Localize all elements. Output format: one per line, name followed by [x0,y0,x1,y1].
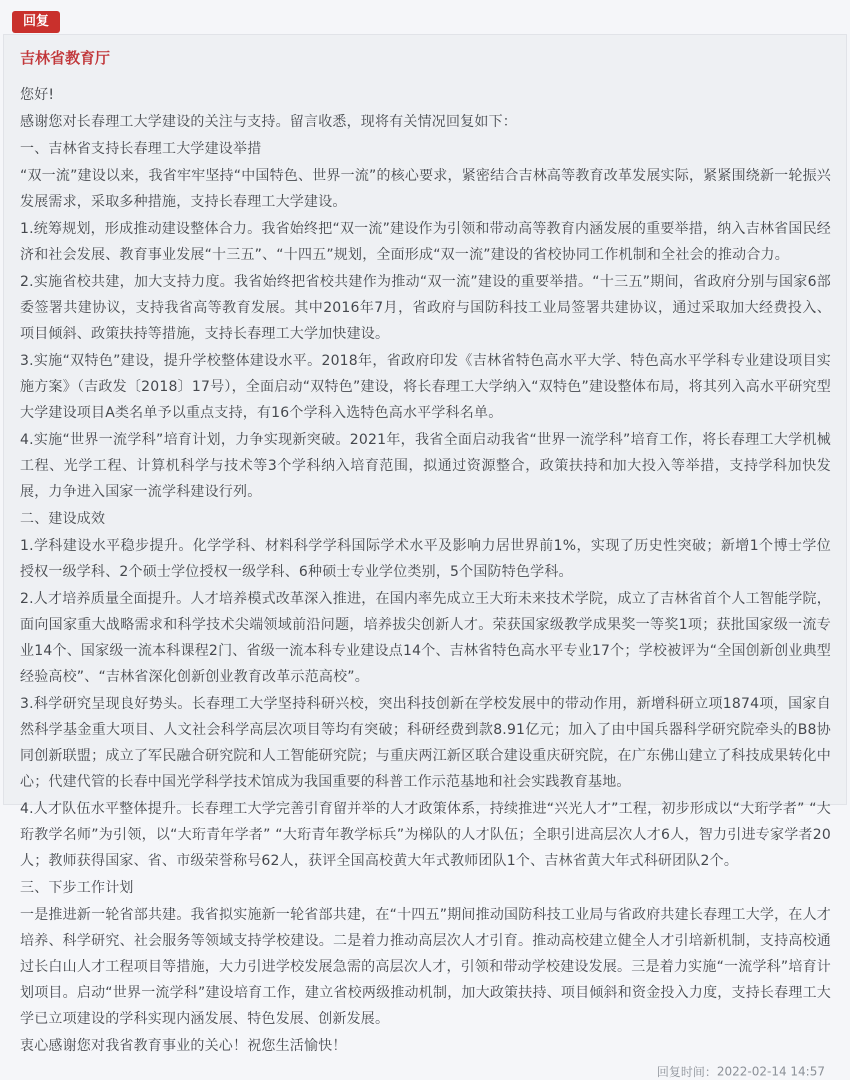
reply-paragraph: 衷心感谢您对我省教育事业的关心！祝您生活愉快！ [20,1038,347,1054]
reply-time-label: 回复时间： [656,1065,717,1079]
reply-paragraph: 一、吉林省支持长春理工大学建设举措 [20,141,262,157]
reply-author: 吉林省教育厅 [20,49,111,67]
reply-time-value: 2022-02-14 14:57 [716,1064,825,1079]
reply-time [18,1063,825,1080]
reply-paragraph: 2.实施省校共建，加大支持力度。我省始终把省校共建作为推动“双一流”建设的重要举措。“十三五”期间，省政府分别与国家6部委签署共建协议，支持我省高等教育发展。其中2016年7月，省政府与国防科技工业局签署共建协议，通过采取加大经费投入、项目倾斜、政策扶持等措施，支持长春理工大学加快建设。 [20,274,831,342]
reply-paragraph: 3.实施“双特色”建设，提升学校整体建设水平。2018年，省政府印发《吉林省特色高水平大学、特色高水平学科专业建设项目实施方案》（吉政发〔2018〕17号），全面启动“双特色”建设，将长春理工大学纳入“双特色”建设整体布局，将其列入高水平研究型大学建设项目A类名单予以重点支持，有16个学科入选特色高水平学科名单。 [20,353,831,421]
reply-badge: 回复 [12,11,60,33]
reply-paragraph: 2.人才培养质量全面提升。人才培养模式改革深入推进，在国内率先成立王大珩未来技术学院，成立了吉林省首个人工智能学院，面向国家重大战略需求和科学技术尖端领域前沿问题，培养拔尖创新人才。荣获国家级教学成果奖一等奖1项；获批国家级一流专业14个、国家级一流本科课程2门、省级一流本科专业建设点14个、吉林省特色高水平专业17个；学校被评为“全国创新创业典型经验高校”、“吉林省深化创新创业教育改革示范高校”。 [20,591,831,685]
reply-paragraph: 1.学科建设水平稳步提升。化学学科、材料科学学科国际学术水平及影响力居世界前1%，实现了历史性突破；新增1个博士学位授权一级学科、2个硕士学位授权一级学科、6种硕士专业学位类别，5个国防特色学科。 [20,538,831,580]
reply-paragraph: 4.实施“世界一流学科”培育计划，力争实现新突破。2021年，我省全面启动我省“世界一流学科”培育工作，将长春理工大学机械工程、光学工程、计算机科学与技术等3个学科纳入培育范围，拟通过资源整合，政策扶持和加大投入等举措，支持学科加快发展，力争进入国家一流学科建设行列。 [20,432,831,500]
reply-paragraph: 您好! [20,87,55,103]
reply-paragraph: “双一流”建设以来，我省牢牢坚持“中国特色、世界一流”的核心要求，紧密结合吉林高等教育改革发展实际，紧紧围绕新一轮振兴发展需求，采取多种措施，支持长春理工大学建设。 [20,168,831,210]
reply-paragraph: 感谢您对长春理工大学建设的关注与支持。留言收悉，现将有关情况回复如下： [20,114,517,130]
reply-paragraph: 4.人才队伍水平整体提升。长春理工大学完善引育留并举的人才政策体系，持续推进“兴光人才”工程，初步形成以“大珩学者” “大珩教学名师”为引领，以“大珩青年学者” “大珩青年教学标兵”为梯队的人才队伍；全职引进高层次人才6人，智力引进专家学者20人；教师获得国家、省、市级荣誉称号62人，获评全国高校黄大年式教师团队1个、吉林省黄大年式科研团队2个。 [20,801,831,869]
reply-panel [3,34,847,1079]
reply-paragraph: 1.统筹规划，形成推动建设整体合力。我省始终把“双一流”建设作为引领和带动高等教育内涵发展的重要举措，纳入吉林省国民经济和社会发展、教育事业发展“十三五”、“十四五”规划，全面形成“双一流”建设的省校协同工作机制和全社会的推动合力。 [20,221,831,263]
reply-paragraph: 一是推进新一轮省部共建。我省拟实施新一轮省部共建，在“十四五”期间推动国防科技工业局与省政府共建长春理工大学，在人才培养、科学研究、社会服务等领域支持学校建设。二是着力推动高层次人才引育。推动高校建立健全人才引培新机制，支持高校通过长白山人才工程项目等措施，大力引进学校发展急需的高层次人才，引领和带动学校建设发展。三是着力实施“一流学科”培育计划项目。启动“世界一流学科”建设培育工作，建立省校两级推动机制，加大政策扶持、项目倾斜和资金投入力度，支持长春理工大学已立项建设的学科实现内涵发展、特色发展、创新发展。 [20,907,831,1027]
reply-paragraph: 二、建设成效 [20,511,106,527]
reply-paragraph: 3.科学研究呈现良好势头。长春理工大学坚持科研兴校，突出科技创新在学校发展中的带动作用，新增科研立项1874项，国家自然科学基金重大项目、人文社会科学高层次项目等均有突破；科研经费到款8.91亿元；加入了由中国兵器科学研究院牵头的B8协同创新联盟；成立了军民融合研究院和人工智能研究院；与重庆两江新区联合建设重庆研究院，在广东佛山建立了科技成果转化中心；代建代管的长春中国光学科学技术馆成为我国重要的科普工作示范基地和社会实践教育基地。 [20,696,831,790]
reply-body [18,82,831,1059]
reply-paragraph: 三、下步工作计划 [20,880,134,896]
